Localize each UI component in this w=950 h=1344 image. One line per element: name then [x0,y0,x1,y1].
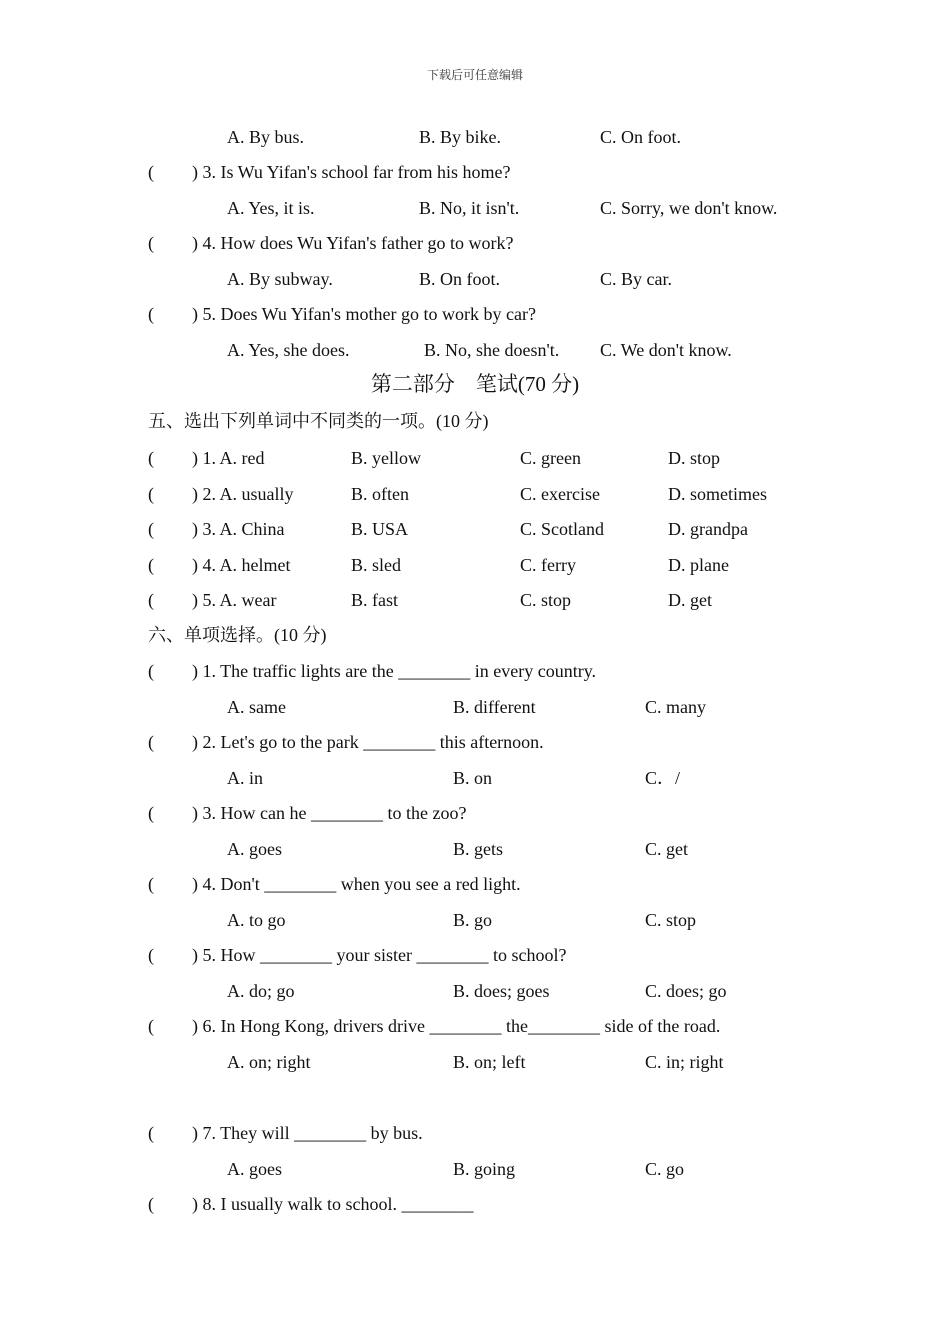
section-5-title: 五、选出下列单词中不同类的一项。(10 分) [148,411,489,431]
question-stem: ) 3. How can he ________ to the zoo? [192,803,467,823]
option-d: D. get [668,590,712,610]
answer-paren[interactable]: ( [148,519,154,539]
answer-paren[interactable]: ( [148,484,154,504]
question-stem: ) 5. Does Wu Yifan's mother go to work by car? [192,304,536,324]
option-d: D. grandpa [668,519,748,539]
question-stem: ) 4. How does Wu Yifan's father go to work? [192,233,514,253]
option-a: A. goes [227,1159,282,1179]
option-a: ) 2. A. usually [192,484,294,504]
option-b: B. No, she doesn't. [424,340,560,360]
option-a: A. By subway. [227,269,333,289]
option-c: C. stop [520,590,572,610]
option-c: C. Sorry, we don't know. [600,198,778,218]
answer-paren[interactable]: ( [148,304,154,324]
option-b: B. USA [351,519,409,539]
option-d: D. stop [668,448,721,468]
option-a: A. Yes, she does. [227,340,350,360]
question-stem: ) 1. The traffic lights are the ________ in every country. [192,661,597,681]
option-b: B. does; goes [453,981,550,1001]
option-c: C. ferry [520,555,576,575]
question-stem: ) 7. They will ________ by bus. [192,1123,423,1143]
answer-paren[interactable]: ( [148,1016,154,1036]
option-c: C. get [645,839,688,859]
option-b: B. gets [453,839,504,859]
option-a: A. Yes, it is. [227,198,315,218]
option-a: A. to go [227,910,286,930]
option-b: B. On foot. [419,269,500,289]
option-a: ) 3. A. China [192,519,285,539]
option-c: C. On foot. [600,127,681,147]
answer-paren[interactable]: ( [148,945,154,965]
option-c: C. stop [645,910,697,930]
option-b: B. By bike. [419,127,502,147]
question-stem: ) 3. Is Wu Yifan's school far from his home? [192,162,511,182]
answer-paren[interactable]: ( [148,448,154,468]
option-b: B. different [453,697,536,717]
answer-paren[interactable]: ( [148,732,154,752]
option-c: C. By car. [600,269,672,289]
question-stem: ) 6. In Hong Kong, drivers drive ________ the________ side of the road. [192,1016,721,1036]
option-a: A. in [227,768,263,788]
option-a: A. on; right [227,1052,311,1072]
option-a: ) 1. A. red [192,448,265,468]
option-b: B. go [453,910,493,930]
option-a: A. By bus. [227,127,305,147]
option-a: A. goes [227,839,282,859]
answer-paren[interactable]: ( [148,590,154,610]
option-b: B. No, it isn't. [419,198,520,218]
option-c: C. green [520,448,581,468]
answer-paren[interactable]: ( [148,1123,154,1143]
option-b: B. on [453,768,493,788]
answer-paren[interactable]: ( [148,661,154,681]
answer-paren[interactable]: ( [148,162,154,182]
part-two-title: 第二部分 笔试(70 分) [370,372,580,396]
option-c: C. in; right [645,1052,724,1072]
answer-paren[interactable]: ( [148,555,154,575]
option-b: B. on; left [453,1052,526,1072]
option-d: D. plane [668,555,729,575]
answer-paren[interactable]: ( [148,874,154,894]
option-c: C. We don't know. [600,340,732,360]
option-c: C. Scotland [520,519,604,539]
option-c: C. many [645,697,706,717]
answer-paren[interactable]: ( [148,803,154,823]
answer-paren[interactable]: ( [148,1194,154,1214]
option-b: B. fast [351,590,398,610]
answer-paren[interactable]: ( [148,233,154,253]
option-b: B. going [453,1159,516,1179]
option-c: C．/ [645,768,681,788]
option-a: ) 5. A. wear [192,590,277,610]
question-stem: ) 4. Don't ________ when you see a red light. [192,874,521,894]
option-b: B. yellow [351,448,421,468]
option-a: A. do; go [227,981,295,1001]
page-header: 下载后可任意编辑 [426,68,523,82]
question-stem: ) 2. Let's go to the park ________ this afternoon. [192,732,544,752]
option-d: D. sometimes [668,484,767,504]
option-c: C. exercise [520,484,600,504]
option-c: C. does; go [645,981,727,1001]
section-6-title: 六、单项选择。(10 分) [148,625,327,645]
option-b: B. sled [351,555,402,575]
question-stem: ) 5. How ________ your sister ________ to school? [192,945,567,965]
option-b: B. often [351,484,409,504]
option-a: ) 4. A. helmet [192,555,291,575]
option-a: A. same [227,697,286,717]
option-c: C. go [645,1159,685,1179]
question-stem: ) 8. I usually walk to school. ________ [192,1194,474,1214]
